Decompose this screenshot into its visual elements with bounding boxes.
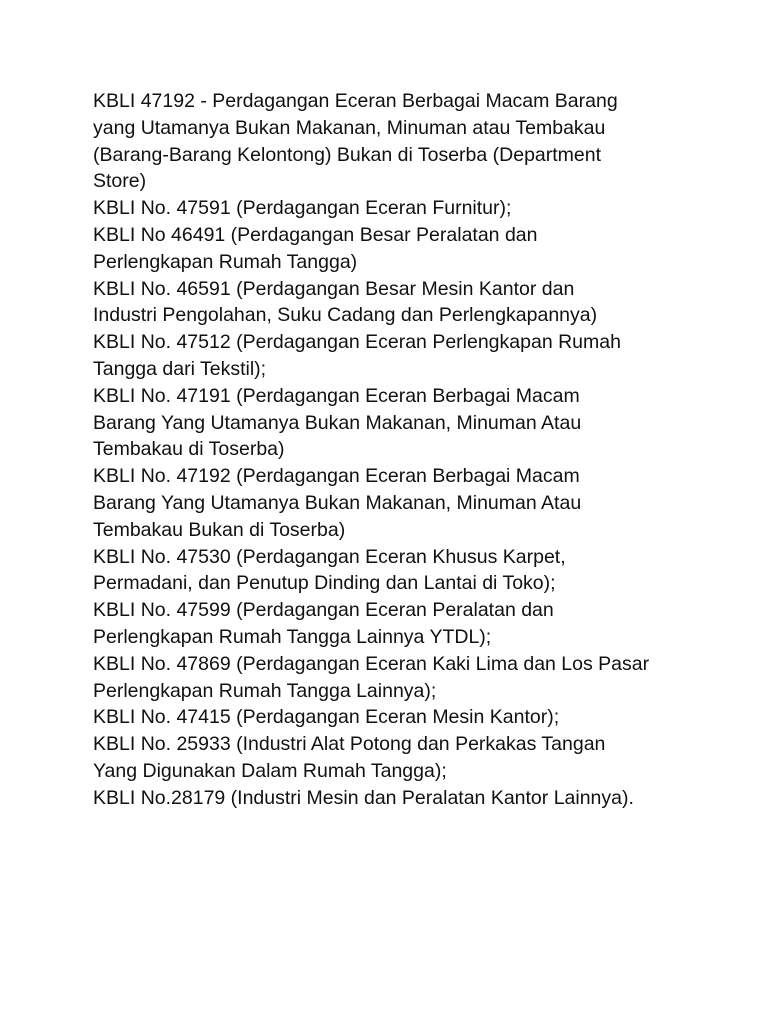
text-line: KBLI No 46491 (Perdagangan Besar Peralatan dan [93,223,538,246]
text-line: KBLI No. 47415 (Perdagangan Eceran Mesin Kantor); [93,706,560,729]
text-line: KBLI No. 47192 (Perdagangan Eceran Berbagai Macam [93,465,580,488]
text-line: KBLI No. 47599 (Perdagangan Eceran Peralatan dan [93,599,554,622]
text-line: KBLI No. 47591 (Perdagangan Eceran Furnitur); [93,197,512,220]
text-line: Barang Yang Utamanya Bukan Makanan, Minuman Atau [93,411,582,434]
text-line: yang Utamanya Bukan Makanan, Minuman atau Tembakau [93,116,606,139]
text-line: KBLI 47192 - Perdagangan Eceran Berbagai Macam Barang [93,90,618,112]
text-line: Perlengkapan Rumah Tangga Lainnya YTDL); [93,625,492,648]
text-line: Industri Pengolahan, Suku Cadang dan Perlengkapannya) [93,304,598,327]
text-line: Store) [93,170,147,193]
text-line: KBLI No. 47191 (Perdagangan Eceran Berbagai Macam [93,384,580,407]
kbli-list [93,88,693,812]
text-line: Tembakau di Toserba) [93,438,285,461]
text-line: KBLI No. 47530 (Perdagangan Eceran Khusus Karpet, [93,545,566,568]
text-line: Perlengkapan Rumah Tangga Lainnya); [93,679,437,702]
text-line: KBLI No. 25933 (Industri Alat Potong dan Perkakas Tangan [93,733,606,756]
text-line: (Barang-Barang Kelontong) Bukan di Toserba (Department [93,143,602,166]
text-line: Tangga dari Tekstil); [93,357,267,380]
text-line: Tembakau Bukan di Toserba) [93,518,346,541]
text-line: KBLI No.28179 (Industri Mesin dan Peralatan Kantor Lainnya). [93,786,634,809]
text-line: Yang Digunakan Dalam Rumah Tangga); [93,759,447,782]
text-line: Perlengkapan Rumah Tangga) [93,250,358,273]
text-line: KBLI No. 47869 (Perdagangan Eceran Kaki Lima dan Los Pasar [93,652,650,675]
text-line: KBLI No. 47512 (Perdagangan Eceran Perlengkapan Rumah [93,331,621,354]
text-line: Barang Yang Utamanya Bukan Makanan, Minuman Atau [93,491,582,514]
text-line: Permadani, dan Penutup Dinding dan Lantai di Toko); [93,572,556,595]
text-line: KBLI No. 46591 (Perdagangan Besar Mesin Kantor dan [93,277,575,300]
